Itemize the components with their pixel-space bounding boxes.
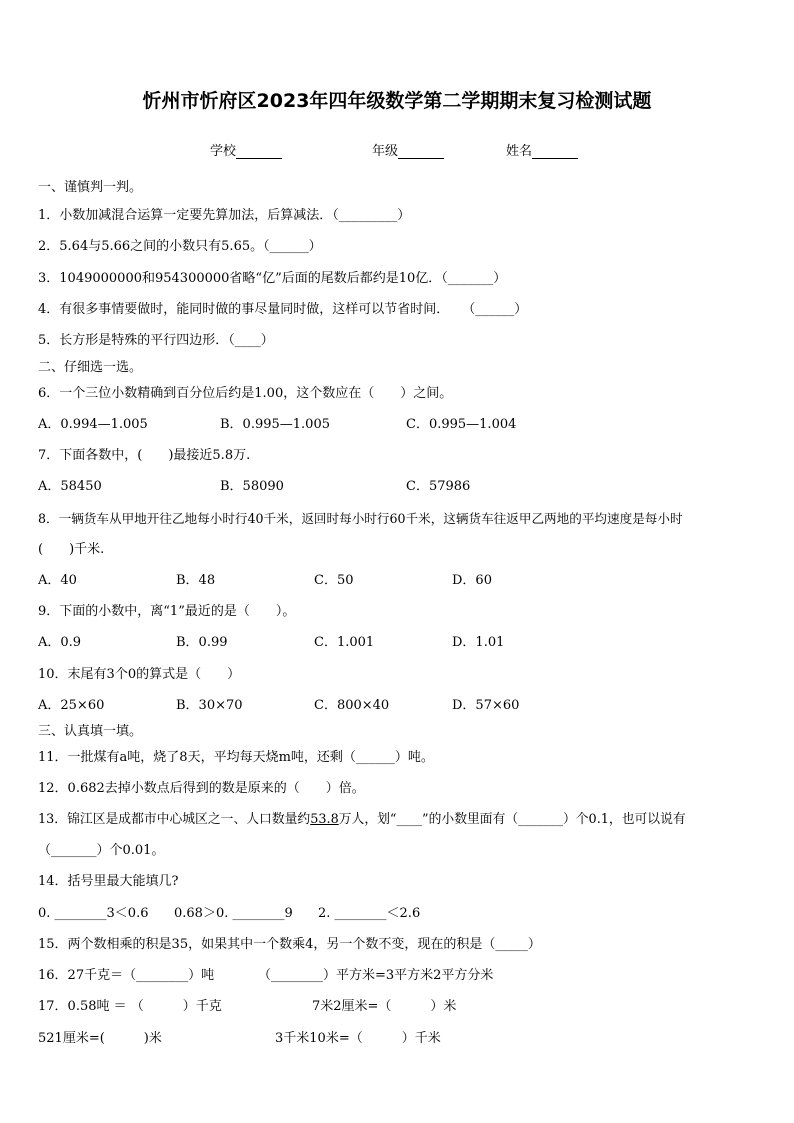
q10-option-c: C．800×40 [314,698,390,713]
section-heading-2: 二、仔细选一选。 [38,360,143,375]
question-12: 12．0.682去掉小数点后得到的数是原来的（ ）倍。 [38,781,365,796]
grade-label: 年级 [372,144,399,159]
q6-option-c: C．0.995—1.004 [406,417,517,432]
q14-item-3: 2. ________＜2.6 [318,906,421,921]
question-1: 1．小数加减混合运算一定要先算加法，后算减法．（_________） [38,208,411,223]
q7-option-c: C．57986 [406,479,471,494]
question-17-part-4: 3千米10米=（ ）千米 [275,1031,441,1046]
q13-text-post: 万人，划“____”的小数里面有（_______）个0.1，也可以说有 [338,812,686,827]
question-8-line-1: 8．一辆货车从甲地开往乙地每小时行40千米，返回时每小时行60千米，这辆货车往返甲乙两地的平均速度是每小时 [38,511,683,526]
question-10: 10．末尾有3个0的算式是（ ） [38,667,241,682]
question-2: 2．5.64与5.66之间的小数只有5.65。（______） [38,239,322,254]
question-7: 7．下面各数中，( )最接近5.8万. [38,448,251,463]
school-field [210,140,282,159]
q8-option-a: A．40 [38,573,77,588]
name-blank [532,144,578,159]
question-3: 3．1049000000和954300000省略“亿”后面的尾数后都约是10亿．（_______） [38,271,507,286]
question-13-line-2: （_______）个0.01。 [38,843,165,858]
school-blank [236,144,282,159]
q8-option-c: C．50 [314,573,354,588]
question-17-part-2: 7米2厘米=（ ）米 [312,999,457,1014]
question-8-line-2: ( )千米. [38,542,105,557]
section-heading-3: 三、认真填一填。 [38,724,143,739]
name-field [506,140,578,159]
q13-text-pre: 13．锦江区是成都市中心城区之一、人口数量约 [38,812,311,827]
q6-option-b: B．0.995—1.005 [220,417,330,432]
question-6: 6．一个三位小数精确到百分位后约是1.00，这个数应在（ ）之间。 [38,386,453,401]
page-title: 忻州市忻府区2023年四年级数学第二学期期末复习检测试题 [142,90,652,112]
q14-item-2: 0.68＞0. ________9 [174,906,293,921]
question-9: 9．下面的小数中，离“1”最近的是（ ）。 [38,604,296,619]
question-14: 14．括号里最大能填几? [38,874,179,889]
question-16-part-2: （________）平方米=3平方米2平方分米 [258,968,494,983]
q8-option-d: D．60 [452,573,492,588]
school-label: 学校 [210,144,237,159]
question-15: 15．两个数相乘的积是35，如果其中一个数乘4，另一个数不变，现在的积是（_____） [38,937,541,952]
q9-option-d: D．1.01 [452,635,505,650]
question-17-part-1: 17．0.58吨 ＝ （ ）千克 [38,999,222,1014]
question-5: 5．长方形是特殊的平行四边形．（____） [38,333,274,348]
q8-option-b: B．48 [176,573,216,588]
grade-blank [398,144,444,159]
student-info-row [0,140,794,160]
question-13-line-1 [38,812,686,828]
grade-field [372,140,444,159]
q7-option-b: B．58090 [220,479,284,494]
q10-option-d: D．57×60 [452,698,520,713]
q9-option-b: B．0.99 [176,635,228,650]
q9-option-a: A．0.9 [38,635,82,650]
question-17-part-3: 521厘米=( )米 [38,1031,162,1046]
q6-option-a: A．0.994—1.005 [38,417,148,432]
question-16-part-1: 16．27千克＝（________）吨 [38,968,215,983]
q13-underlined-number: 53.8 [310,812,339,827]
section-heading-1: 一、谨慎判一判。 [38,180,143,195]
q10-option-a: A．25×60 [38,698,105,713]
name-label: 姓名 [506,144,533,159]
q9-option-c: C．1.001 [314,635,375,650]
question-11: 11．一批煤有a吨，烧了8天，平均每天烧m吨，还剩（______）吨。 [38,750,434,765]
question-4: 4．有很多事情要做时，能同时做的事尽量同时做，这样可以节省时间． （______） [38,302,528,317]
q7-option-a: A．58450 [38,479,102,494]
q14-item-1: 0. ________3＜0.6 [38,906,149,921]
q10-option-b: B．30×70 [176,698,243,713]
